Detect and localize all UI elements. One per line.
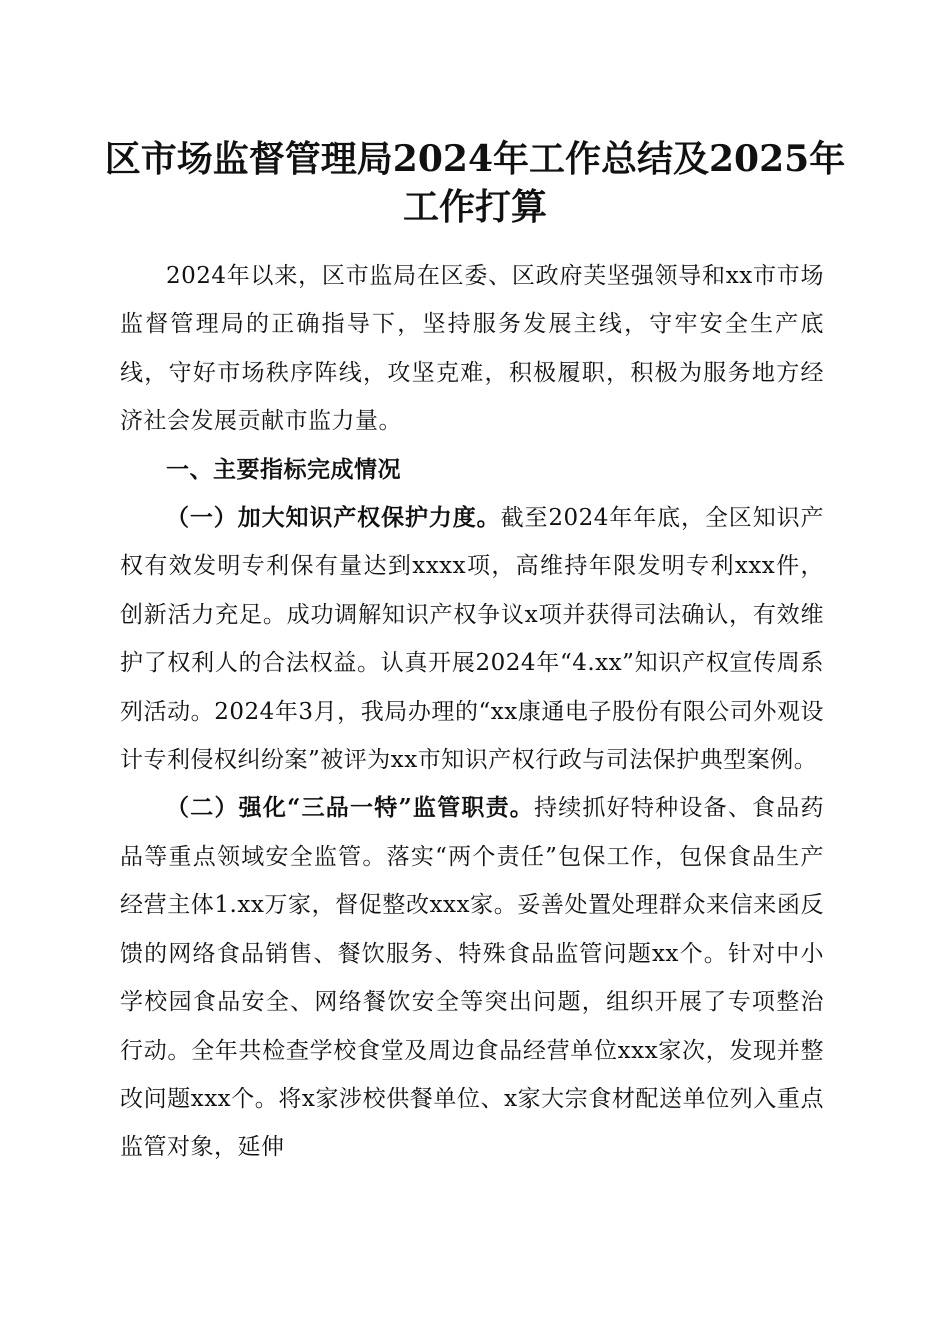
item-2-body: 持续抓好特种设备、食品药品等重点领域安全监管。落实“两个责任”包保工作，包保食品生产经营主体1.xx万家，督促整改xxx家。妥善处置处理群众来信来函反馈的网络食品销售、餐饮服务、特殊食品监管问题xx个。针对中小学校园食品安全、网络餐饮安全等突出问题，组织开展了专项整治行动。全年共检查学校食堂及周边食品经营单位xxx家次，发现并整改问题xxx个。将x家涉校供餐单位、x家大宗食材配送单位列入重点监管对象，延伸 [120, 795, 825, 1161]
item-2-lead: （二）强化“三品一特”监管职责。 [166, 794, 535, 822]
document-title-line-2: 工作打算 [402, 186, 547, 228]
document-title-line-1: 区市场监督管理局2024年工作总结及2025年 [104, 138, 846, 180]
intro-paragraph: 2024年以来，区市监局在区委、区政府芙坚强领导和xx市市场监督管理局的正确指导下，坚持服务发展主线，守牢安全生产底线，守好市场秩序阵线，攻坚克难，积极履职，积极为服务地方经济社会发展贡献市监力量。 [120, 263, 824, 435]
item-2-paragraph [120, 784, 824, 1171]
section-heading: 一、主要指标完成情况 [166, 456, 401, 483]
item-1-body: 截至2024年年底，全区知识产权有效发明专利保有量达到xxxx项，高维持年限发明专利xxx件，创新活力充足。成功调解知识产权争议x项并获得司法确认，有效维护了权利人的合法权益。认真开展2024年“4.xx”知识产权宣传周系列活动。2024年3月，我局办理的“xx康通电子股份有限公司外观设计专利侵权纠纷案”被评为xx市知识产权行政与司法保护典型案例。 [120, 505, 824, 774]
item-1-paragraph [120, 494, 824, 784]
document-body [120, 252, 824, 1172]
item-1-lead: （一）加大知识产权保护力度。 [166, 504, 501, 532]
